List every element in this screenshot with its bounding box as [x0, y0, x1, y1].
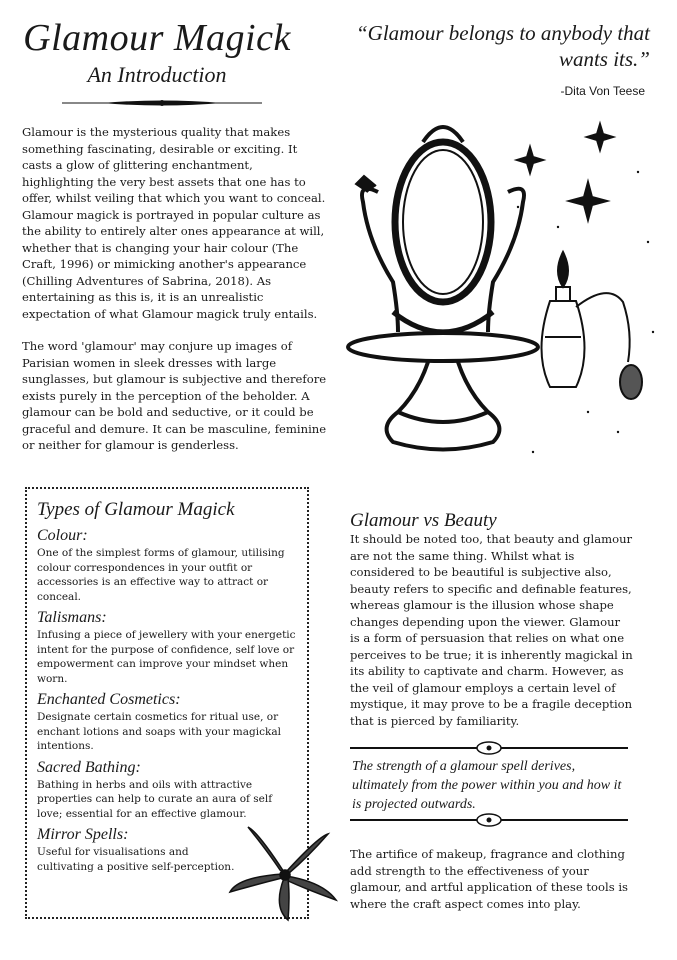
type-name: Sacred Bathing:	[37, 758, 141, 776]
type-item-cosmetics	[37, 691, 299, 754]
type-name: Talismans:	[37, 609, 107, 626]
type-description: Designate certain cosmetics for ritual use, or enchant lotions and soaps with your magickal intentions.	[37, 711, 281, 752]
quote-author: -Dita Von Teese	[560, 84, 645, 98]
callout-quote: The strength of a glamour spell derives, ultimately from the power within you and how it is projected outwards.	[352, 759, 622, 812]
closing-text: The artifice of makeup, fragrance and clothing add strength to the effectiveness of your glamour, and artful application of these tools is where the craft aspect comes into play.	[350, 847, 629, 911]
title-rule-icon	[62, 97, 262, 109]
type-description: One of the simplest forms of glamour, utilising colour correspondences in your outfit or accessories is an effective way to attract or conceal.	[37, 547, 285, 603]
type-description: Bathing in herbs and oils with attractive properties can help to curate an aura of self love; essential for an effective glamour.	[37, 778, 273, 820]
intro-paragraph: Glamour is the mysterious quality that makes something fascinating, desirable or exciting. It casts a glow of glittering enchantment, highlighting the very best assets that one has to offer, whilst veiling that which you want to conceal. Glamour magick is portrayed in popular culture as the ability to entirely alter ones appearance at will, whether that is changing your hair colour (The Craft, 1996) or mimicking another's appearance (Chilling Adventures of Sabrina, 2018). As entertaining as this is, it is an unrealistic expectation of what Glamour magick truly entails.	[22, 125, 326, 321]
type-description: Useful for visualisations and cultivating a positive self-perception.	[37, 846, 235, 873]
ornamental-divider-icon	[350, 812, 628, 828]
type-name: Enchanted Cosmetics:	[37, 691, 181, 708]
page-subtitle: An Introduction	[87, 62, 227, 87]
beauty-text: It should be noted too, that beauty and glamour are not the same thing. Whilst what is considered to be beautiful is subjective also, beauty refers to specific and definable features, whereas glamour is the illusion whose shape changes depending upon the viewer. Glamour is a form of persuasion that relies on what one perceives to be true; it is inherently magickal in its ability to captivate and charm. However, as the veil of glamour employs a certain level of mystique, it may prove to be a fragile deception that is pierced by familiarity.	[350, 532, 633, 728]
types-title: Types of Glamour Magick	[37, 499, 235, 520]
type-description: Infusing a piece of jewellery with your energetic intent for the purpose of confidence, self love or empowerment can improve your mindset when worn.	[37, 629, 296, 685]
type-item-mirror-spells	[37, 826, 237, 874]
mirror-illustration	[338, 112, 668, 477]
intro-paragraph: The word 'glamour' may conjure up images of Parisian women in sleek dresses with large sunglasses, but glamour is subjective and therefore exists purely in the perception of the beholder. A glamour can be bold and seductive, or it could be graceful and demure. It can be masculine, feminine or neither for glamour is genderless.	[22, 339, 327, 452]
page-title: Glamour Magick	[23, 17, 291, 59]
type-item-talismans	[37, 609, 299, 686]
intro-section	[22, 124, 327, 470]
type-name: Mirror Spells:	[37, 826, 129, 843]
star-icon	[517, 124, 613, 220]
type-name: Colour:	[37, 527, 88, 544]
lily-flower-illustration	[228, 822, 340, 922]
type-item-colour	[37, 527, 299, 604]
epigraph-quote: “Glamour belongs to anybody that wants its.”	[356, 21, 650, 71]
beauty-title: Glamour vs Beauty	[350, 510, 497, 531]
perfume-bottle-illustration	[542, 252, 643, 399]
ornamental-divider-icon	[350, 740, 628, 756]
type-item-bathing	[37, 759, 299, 822]
